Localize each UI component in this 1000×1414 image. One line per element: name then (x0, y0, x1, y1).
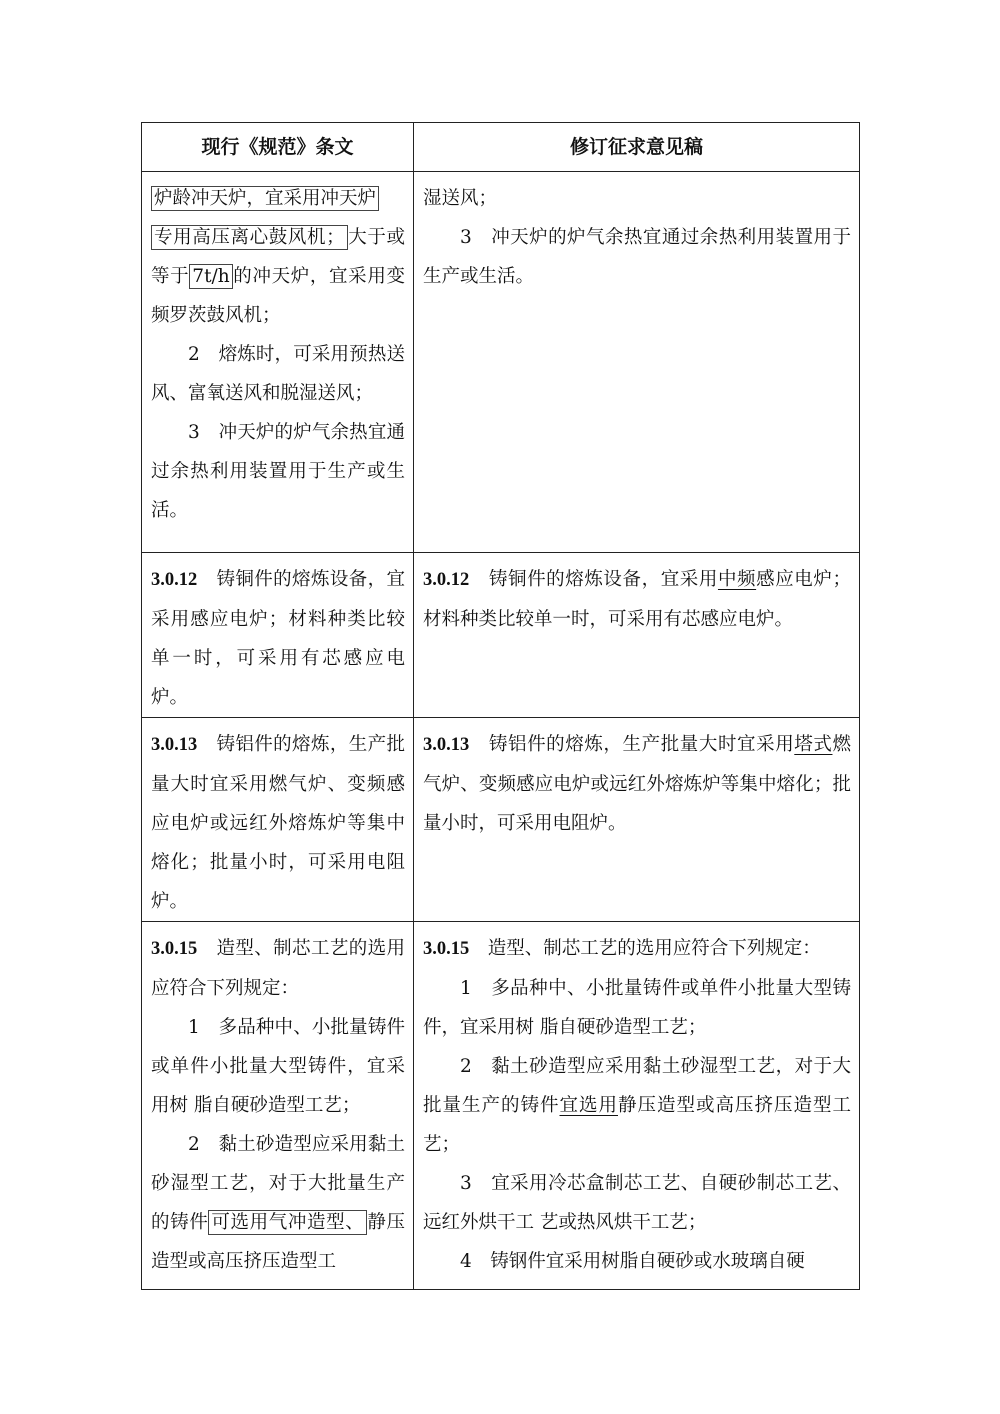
underlined-text: 中频 (717, 569, 757, 590)
clause-text: 造型、制芯工艺的选用应符合下列规定： (151, 938, 405, 999)
comparison-table (141, 122, 860, 1290)
clause-item: 2 黏土砂造型应采用黏土砂湿型工艺，对于大批量生产的铸件 (423, 1056, 851, 1116)
clause-text: 铸铝件的熔炼，生产批量大时宜采用 (469, 734, 795, 755)
revised-cell (414, 922, 860, 1290)
boxed-text: 炉龄冲天炉，宜采用冲天炉 (151, 186, 379, 211)
clause-text: 燃气炉、变频感应电炉或远红外熔炼炉等集中熔化；批量小时，可采用电阻炉。 (423, 734, 851, 834)
clause-item: 4 铸钢件宜采用树脂自硬砂或水玻璃自硬 (460, 1251, 805, 1272)
table-header-row (142, 123, 860, 172)
clause-item: 3 冲天炉的炉气余热宜通过余热利用装置用于生产或生活。 (151, 422, 405, 521)
clause-text: 造型、制芯工艺的选用应符合下列规定： (469, 938, 821, 959)
revised-cell (414, 718, 860, 922)
clause-item: 2 黏土砂造型应采用黏土砂湿型工艺，对于大批量生产的铸件 (151, 1134, 405, 1233)
revised-cell (414, 172, 860, 553)
table-row (142, 172, 860, 553)
table-row (142, 718, 860, 922)
boxed-text: 可选用气冲造型、 (208, 1210, 367, 1235)
clause-number: 3.0.13 (423, 735, 470, 755)
table-row (142, 553, 860, 718)
boxed-text: 7t/h (189, 264, 232, 289)
clause-number: 3.0.12 (151, 570, 198, 590)
clause-item: 1 多品种中、小批量铸件或单件小批量大型铸件，宜采用树 脂自硬砂造型工艺； (151, 1017, 405, 1116)
clause-item: 3 冲天炉的炉气余热宜通过余热利用装置用于生产或生活。 (423, 227, 851, 287)
clause-text: 的冲天炉，宜采用变频罗茨鼓风机； (151, 266, 405, 326)
clause-item: 2 熔炼时，可采用预热送风、富氧送风和脱湿送风； (151, 344, 405, 404)
clause-text: 感应电炉；材料种类比较单一时，可采用有芯感应电炉。 (423, 569, 851, 630)
clause-text: 铸铝件的熔炼，生产批量大时宜采用燃气炉、变频感应电炉或远红外熔炼炉等集中熔化；批量小时，可采用电阻炉。 (151, 734, 405, 912)
boxed-text: 专用高压离心鼓风机； (151, 225, 348, 250)
table-row (142, 922, 860, 1290)
current-cell (142, 553, 414, 718)
clause-item: 1 多品种中、小批量铸件或单件小批量大型铸件，宜采用树 脂自硬砂造型工艺； (423, 978, 851, 1038)
clause-number: 3.0.13 (151, 735, 198, 755)
clause-text: 湿送风； (423, 188, 498, 209)
clause-item: 3 宜采用冷芯盒制芯工艺、自硬砂制芯工艺、远红外烘干工 艺或热风烘干工艺； (423, 1173, 851, 1233)
clause-text: 铸铜件的熔炼设备，宜采用感应电炉；材料种类比较单一时，可采用有芯感应电炉。 (151, 569, 405, 708)
clause-text: 静压造型或高压挤压造型工艺； (423, 1095, 851, 1155)
clause-text: 静压造型或高压挤压造型工 (151, 1212, 405, 1272)
underlined-text: 宜选用 (559, 1095, 618, 1116)
clause-text: 铸铜件的熔炼设备，宜采用 (469, 569, 718, 590)
clause-number: 3.0.15 (151, 939, 198, 959)
underlined-text: 塔式 (794, 734, 833, 755)
current-cell (142, 718, 414, 922)
current-cell (142, 172, 414, 553)
current-cell (142, 922, 414, 1290)
revised-cell (414, 553, 860, 718)
header-current-clause: 现行《规范》条文 (142, 123, 414, 172)
clause-number: 3.0.15 (423, 939, 470, 959)
header-revised-draft: 修订征求意见稿 (414, 123, 860, 172)
clause-number: 3.0.12 (423, 570, 470, 590)
clause-text: 大于或等于 (151, 227, 405, 287)
